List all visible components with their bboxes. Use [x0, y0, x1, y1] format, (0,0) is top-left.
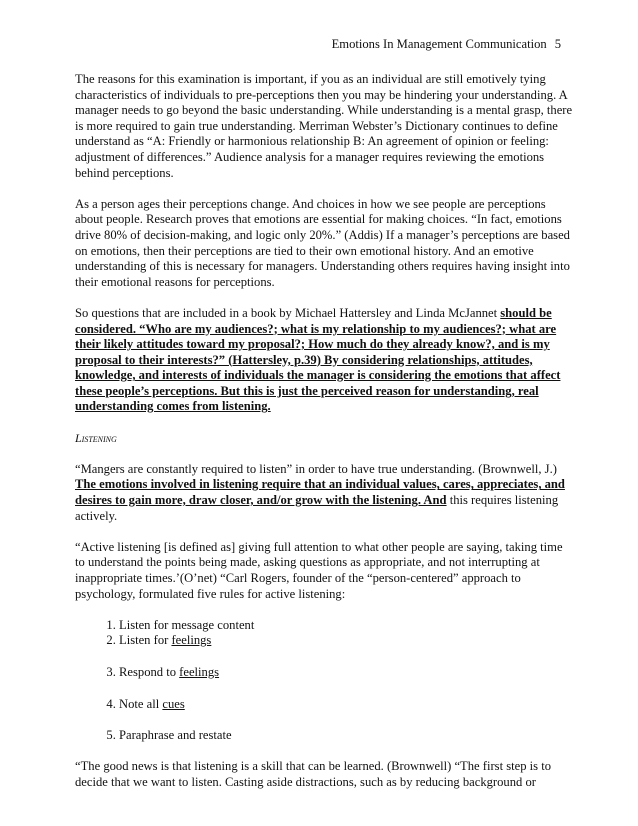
listen-lead: “Mangers are constantly required to listen” in order to have true understanding. (Brownwell, J.): [75, 461, 557, 476]
list-item: 2. Listen for feelings: [119, 633, 573, 649]
list-item: 3. Respond to feelings: [119, 665, 573, 681]
document-body: [75, 72, 573, 806]
paragraph-perceptions: As a person ages their perceptions change. And choices in how we see people are perceptions about people. Research proves that emotions are essential for making choices. “In fact, emotions drive 80% of decision-making, and logic only 20%.” (Addis) If a manager’s perceptions are based on emotions, then their perceptions are tied to their own emotional history. And an emotive understanding of this is necessary for managers. Understanding others requires having insight into their emotional reasons for perceptions.: [75, 196, 570, 289]
list-item: 5. Paraphrase and restate: [119, 728, 573, 744]
listen-tail: this requires listening actively.: [75, 493, 559, 523]
paragraph-active-listening: “Active listening [is defined as] giving full attention to what other people are saying, taking time to understand the points being made, asking questions as appropriate, and not interrupting at inappropriate times.’(O’net) “Carl Rogers, founder of the “person-centered” approach to psychology, formulated five rules for active listening:: [75, 539, 563, 601]
paragraph-good-news: “The good news is that listening is a skill that can be learned. (Brownwell) “The first step is to decide that we want to listen. Casting aside distractions, such as by reducing background or: [75, 759, 551, 789]
list-item: 4. Note all cues: [119, 697, 573, 713]
questions-emphasis: should be considered. “Who are my audiences?; what is my relationship to my audiences?; what are their likely attitudes toward my proposal?; How much do they already know?, and is my proposal to their interests?” (Hattersley, p.39) By considering relationships, attitudes, knowledge, and interests of individuals the manager is considering the emotions that affect these people’s perceptions. But this is just the perceived reason for understanding, real understanding comes from listening.: [75, 305, 561, 414]
paragraph-questions: [75, 306, 573, 415]
active-listening-rules: [75, 618, 573, 744]
section-heading-listening: Listening: [75, 430, 117, 445]
paragraph-reasons: The reasons for this examination is important, if you as an individual are still emotively tying characteristics of individuals to pre-perceptions then you may be hindering your understanding. A manager needs to go beyond the basic understanding. While understanding is a mental grasp, there is more required to gain true understanding. Merriman Webster’s Dictionary continues to define understand as “A: Friendly or harmonious relationship B: An agreement of opinion or feeling: adjustment of differences.” Audience analysis for a manager requires reviewing the emotions behind perceptions.: [75, 72, 573, 180]
page-number: 5: [554, 37, 561, 51]
questions-lead: So questions that are included in a book by Michael Hattersley and Linda McJannet: [75, 305, 501, 320]
paragraph-listen: [75, 462, 573, 524]
running-header: [332, 37, 561, 52]
header-title: Emotions In Management Communication: [331, 37, 547, 51]
list-item: 1. Listen for message content: [119, 618, 573, 634]
listen-emphasis: The emotions involved in listening require that an individual values, cares, appreciates, and desires to gain more, draw closer, and/or grow with the listening. And: [75, 477, 565, 508]
